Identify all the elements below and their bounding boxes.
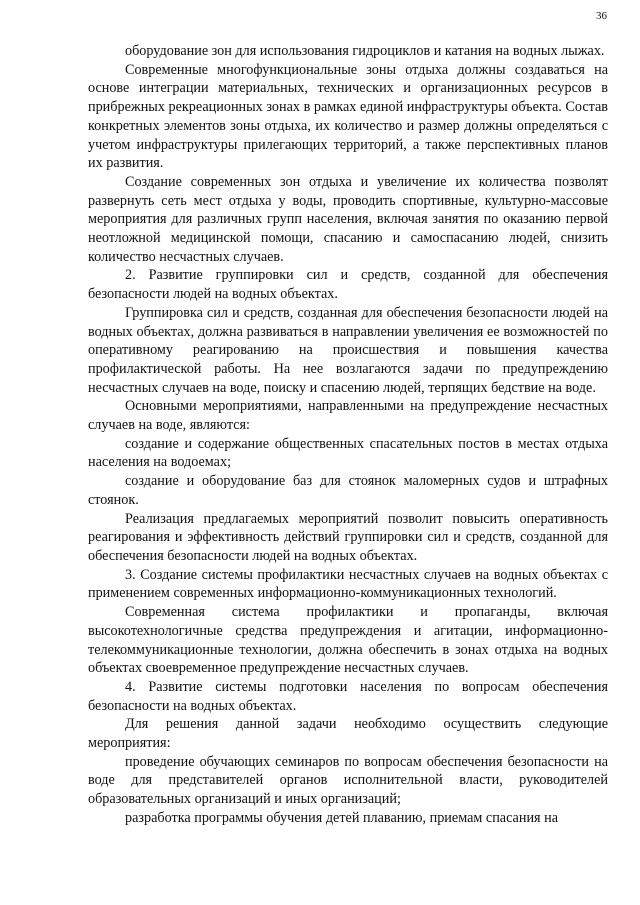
section-heading: 2. Развитие группировки сил и средств, созданной для обеспечения безопасности людей на водных объектах. bbox=[88, 267, 608, 303]
paragraph: Создание современных зон отдыха и увеличение их количества позволят развернуть сеть мест отдыха у воды, проводить спортивные, культурно-массовые мероприятия для различных групп населения, включая занятия по оказанию первой неотложной медицинской помощи, спасанию и самоспасанию людей, снизить количество несчастных случаев. bbox=[88, 173, 608, 265]
list-item: создание и содержание общественных спасательных постов в местах отдыха населения на водоемах; bbox=[88, 435, 608, 471]
paragraph: Основными мероприятиями, направленными на предупреждение несчастных случаев на воде, являются: bbox=[88, 398, 608, 434]
list-item: разработка программы обучения детей плаванию, приемам спасания на bbox=[125, 809, 559, 826]
page-number: 36 bbox=[596, 10, 607, 22]
paragraph: Современные многофункциональные зоны отдыха должны создаваться на основе интеграции материальных, технических и организационных ресурсов в прибрежных рекреационных зонах в рамках единой инфраструктуры объекта. Состав конкретных элементов зоны отдыха, их количество и размер должны определяться с учетом инфраструктуры прилегающих территорий, а также перспективных планов их развития. bbox=[88, 61, 608, 172]
paragraph: оборудование зон для использования гидроциклов и катания на водных лыжах. bbox=[125, 43, 605, 59]
paragraph: Реализация предлагаемых мероприятий позволит повысить оперативность реагирования и эффективность действий группировки сил и средств, созданной для обеспечения безопасности людей на водных объектах. bbox=[88, 510, 608, 564]
section-heading: 4. Развитие системы подготовки населения по вопросам обеспечения безопасности на водных объектах. bbox=[88, 678, 608, 714]
section-heading: 3. Создание системы профилактики несчастных случаев на водных объектах с применением современных информационно-коммуникационных технологий. bbox=[88, 566, 608, 602]
list-item: проведение обучающих семинаров по вопросам обеспечения безопасности на воде для представителей органов исполнительной власти, руководителей образовательных организаций и иных организаций; bbox=[88, 753, 608, 808]
paragraph: Современная система профилактики и пропаганды, включая высокотехнологичные средства предупреждения и агитации, информационно-телекоммуникационные технологии, должна обеспечить в зонах отдыха на водных объектах своевременное предупреждение несчастных случаев. bbox=[88, 604, 608, 677]
document-body bbox=[88, 42, 608, 828]
list-item: создание и оборудование баз для стоянок маломерных судов и штрафных стоянок. bbox=[88, 473, 608, 508]
paragraph: Для решения данной задачи необходимо осуществить следующие мероприятия: bbox=[88, 716, 608, 752]
paragraph: Группировка сил и средств, созданная для обеспечения безопасности людей на водных объектах, должна развиваться в направлении увеличения ее возможностей по оперативному реагированию на происшествия и повышения качества профилактической работы. На нее возлагаются задачи по предупреждению несчастных случаев на воде, поиску и спасению людей, терпящих бедствие на воде. bbox=[88, 304, 608, 396]
